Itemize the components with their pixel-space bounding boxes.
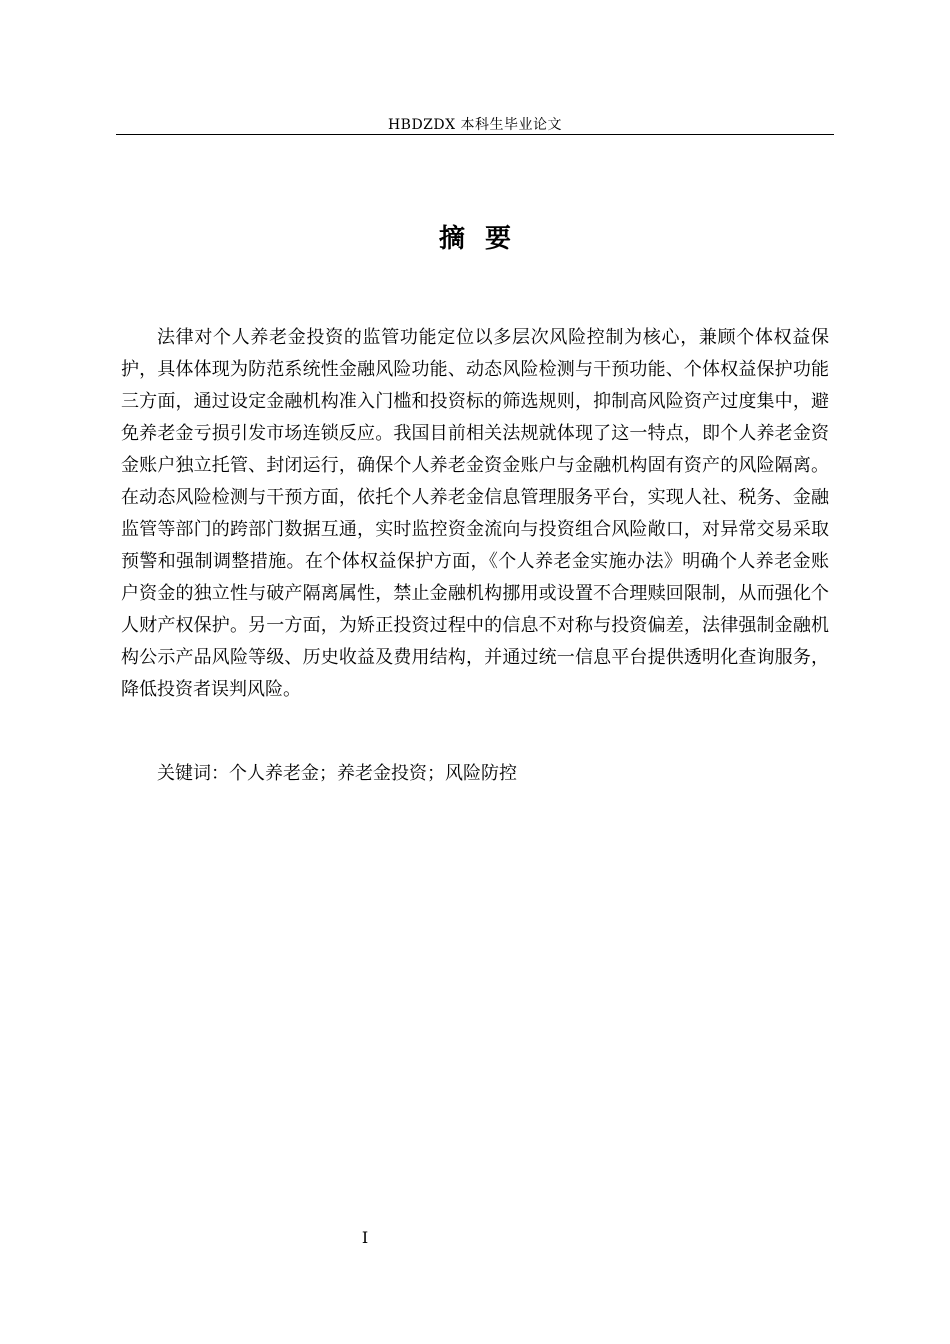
running-header: HBDZDX 本科生毕业论文 [387,117,563,133]
page-number: I [361,1228,369,1247]
abstract-body: 法律对个人养老金投资的监管功能定位以多层次风险控制为核心，兼顾个体权益保护，具体体现为防范系统性金融风险功能、动态风险检测与干预功能、个体权益保护功能三方面，通过设定金融机构准入门槛和投资标的筛选规则，抑制高风险资产过度集中，避免养老金亏损引发市场连锁反应。我国目前相关法规就体现了这一特点，即个人养老金资金账户独立托管、封闭运行，确保个人养老金资金账户与金融机构固有资产的风险隔离。在动态风险检测与干预方面，依托个人养老金信息管理服务平台，实现人社、税务、金融监管等部门的跨部门数据互通，实时监控资金流向与投资组合风险敞口，对异常交易采取预警和强制调整措施。在个体权益保护方面，《个人养老金实施办法》明确个人养老金账户资金的独立性与破产隔离属性，禁止金融机构挪用或设置不合理赎回限制，从而强化个人财产权保护。另一方面，为矫正投资过程中的信息不对称与投资偏差，法律强制金融机构公示产品风险等级、历史收益及费用结构，并通过统一信息平台提供透明化查询服务，降低投资者误判风险。 [121,327,829,700]
keywords: 关键词：个人养老金；养老金投资；风险防控 [157,763,517,784]
header-divider [116,134,834,135]
abstract-title: 摘要 [438,224,531,254]
